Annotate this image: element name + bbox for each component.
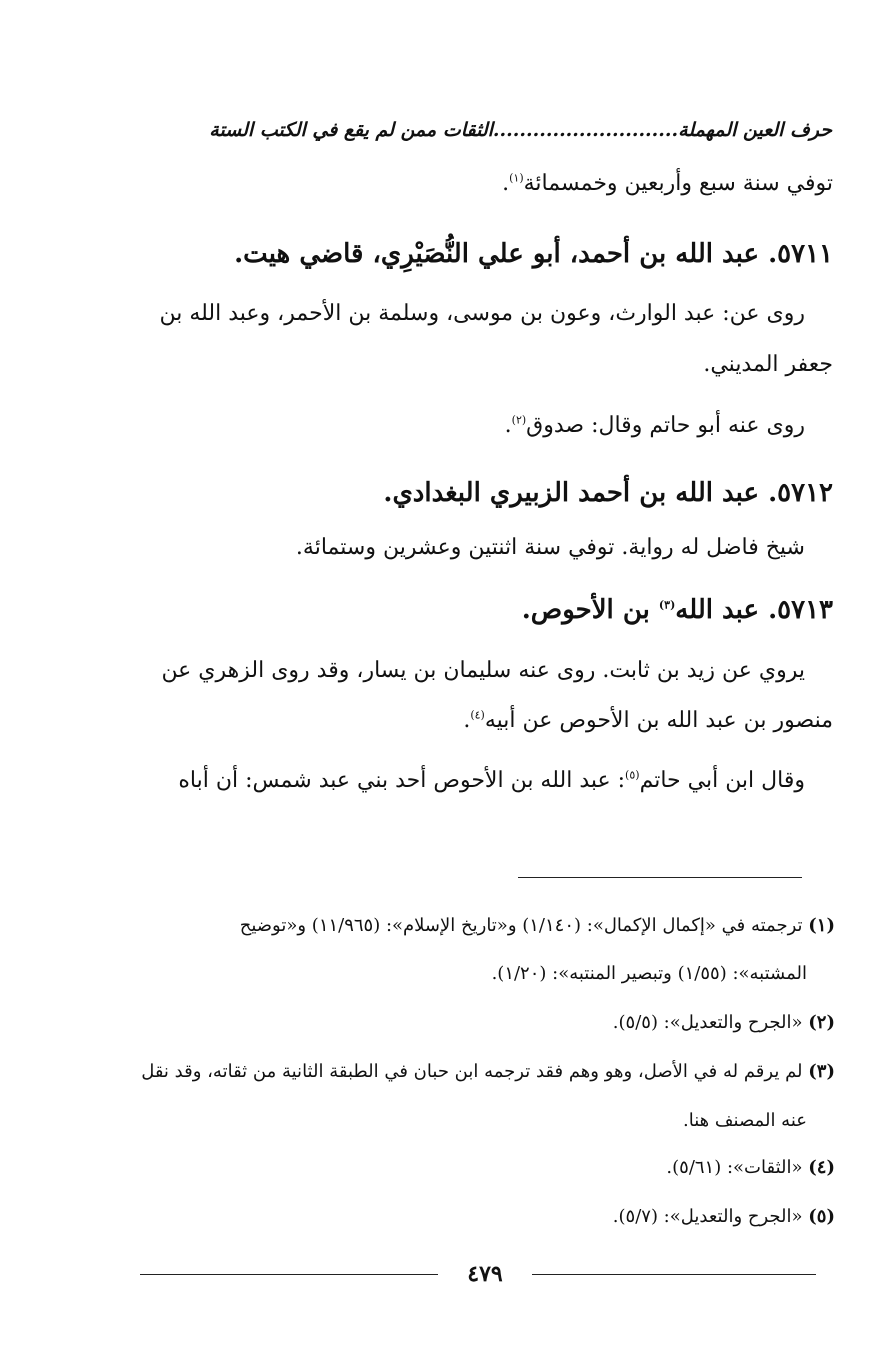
footnote-2: (٢) «الجرح والتعديل»: (٥/٥).	[612, 1012, 835, 1033]
entry-body-line: شيخ فاضل له رواية. توفي سنة اثنتين وعشرين وستمائة.	[295, 535, 805, 560]
footer-rule-left	[140, 1274, 438, 1275]
footnote-separator	[518, 877, 802, 878]
entry-body-line: جعفر المديني.	[703, 352, 833, 377]
entry-title-5711: ٥٧١١. عبد الله بن أحمد، أبو علي النُّصَيْرِي، قاضي هيت.	[234, 239, 833, 269]
entry-body-line: منصور بن عبد الله بن الأحوص عن أبيه$^{(٤)}$.	[463, 708, 833, 733]
page-number: ٤٧٩	[467, 1261, 503, 1287]
entry-body-line: يروي عن زيد بن ثابت. روى عنه سليمان بن يسار، وقد روى الزهري عن	[161, 658, 805, 683]
section-title: حرف العين المهملة	[678, 119, 832, 141]
footnote-continuation: عنه المصنف هنا.	[683, 1110, 807, 1131]
footnote-marker: (٣)	[808, 1061, 835, 1082]
book-title: الثقات ممن لم يقع في الكتب الستة	[209, 119, 493, 141]
footnote-5: (٥) «الجرح والتعديل»: (٥/٧).	[612, 1206, 835, 1227]
footnote-3: (٣) لم يرقم له في الأصل، وهو وهم فقد ترجمه ابن حبان في الطبقة الثانية من ثقاته، وقد نقل	[141, 1061, 835, 1082]
footnote-marker: (٢)	[808, 1012, 835, 1033]
footnote-marker: (٥)	[808, 1206, 835, 1227]
footnote-ref: (٢)	[511, 413, 527, 427]
entry-body-line: روى عن: عبد الوارث، وعون بن موسى، وسلمة بن الأحمر، وعبد الله بن	[159, 301, 805, 326]
footnote-marker: (١)	[808, 915, 835, 936]
footnote-ref: (١)	[509, 171, 524, 185]
continuation-line: توفي سنة سبع وأربعين وخمسمائة$^{(١)}$.	[502, 171, 833, 196]
header-dots: ............................	[492, 119, 679, 141]
footnote-marker: (٤)	[808, 1157, 835, 1178]
footnote-continuation: المشتبه»: (١/٥٥) وتبصير المنتبه»: (١/٢٠).	[491, 963, 807, 984]
running-header	[150, 114, 832, 146]
entry-body-line: روى عنه أبو حاتم وقال: صدوق$^{(٢)}$.	[504, 413, 805, 438]
entry-title-5712: ٥٧١٢. عبد الله بن أحمد الزبيري البغدادي.	[383, 478, 833, 508]
footnote-4: (٤) «الثقات»: (٥/٦١).	[666, 1157, 835, 1178]
footnote-ref: (٤)	[470, 708, 485, 722]
entry-title-5713: ٥٧١٣. عبد الله$^{(٣)}$ بن الأحوص.	[521, 595, 833, 625]
footer-rule-right	[532, 1274, 816, 1275]
footnote-1: (١) ترجمته في «إكمال الإكمال»: (١/١٤٠) و«تاريخ الإسلام»: (١١/٩٦٥) و«توضيح	[239, 915, 835, 936]
entry-body-line: وقال ابن أبي حاتم$^{(٥)}$: عبد الله بن الأحوص أحد بني عبد شمس: أن أباه	[178, 768, 805, 793]
footnote-ref: (٣)	[658, 598, 676, 612]
footnote-ref: (٥)	[625, 768, 640, 782]
